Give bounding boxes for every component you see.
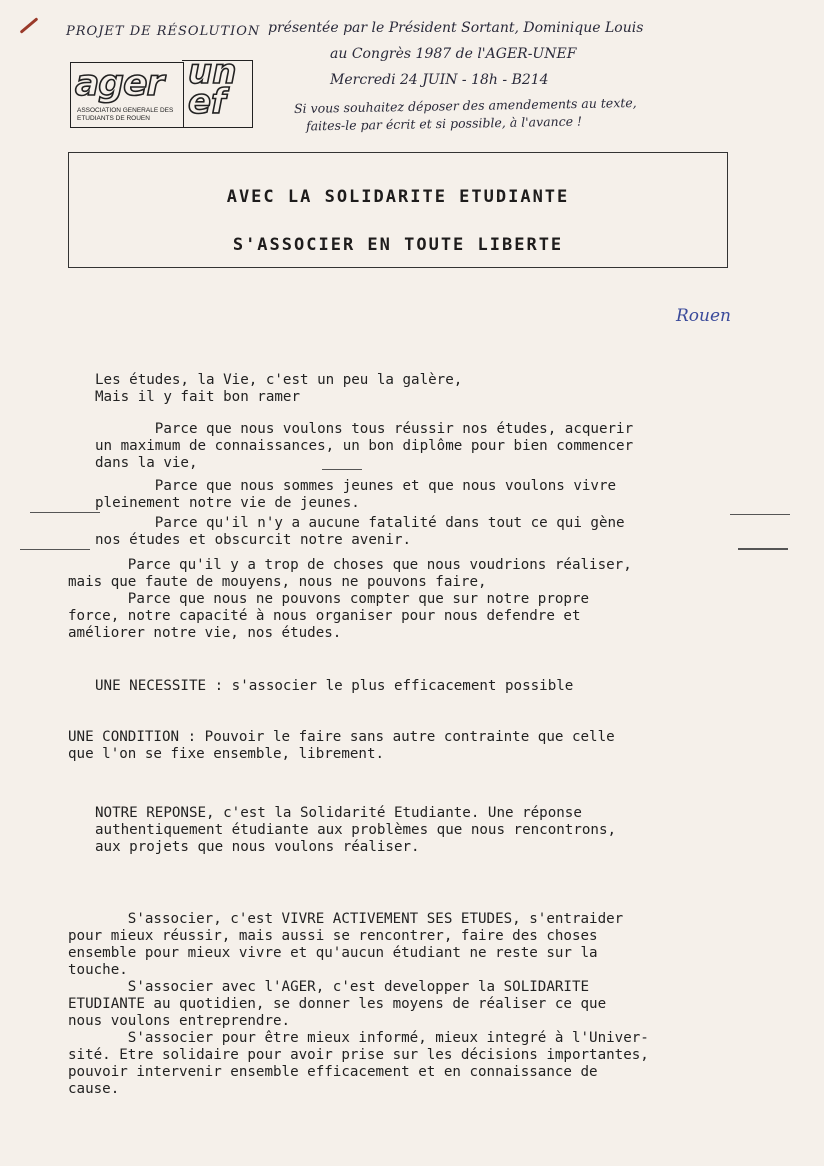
title-box: [68, 152, 728, 268]
necessity-statement: UNE NECESSITE : s'associer le plus efficacement possible: [95, 678, 574, 694]
handwritten-date: Mercredi 24 JUIN - 18h - B214: [330, 72, 549, 88]
paragraph-2: Parce que nous sommes jeunes et que nous voulons vivre pleinement notre vie de jeunes.: [95, 478, 617, 511]
ager-logo-box: [70, 62, 184, 128]
red-pen-mark: [20, 17, 39, 33]
pen-stroke: [738, 548, 788, 550]
paragraph-4: Parce qu'il y a trop de choses que nous voudrions réaliser, mais que faute de mouyens, nous ne pouvons faire, Parce que nous ne pouvons compter que sur notre propre force, notre capacité à nous organiser pour nous defendre et améliorer notre vie, nos études.: [68, 557, 632, 641]
pen-stroke: [20, 549, 90, 550]
title-line-2: S'ASSOCIER EN TOUTE LIBERTE: [232, 235, 564, 255]
ager-logo-subtitle: ASSOCIATION GENERALE DES ETUDIANTS DE ROUEN: [77, 107, 174, 122]
handwritten-amend-note: Si vous souhaitez déposer des amendements au texte,: [293, 95, 637, 116]
handwritten-margin-note: Rouen: [676, 306, 731, 326]
unef-logo-text: unef: [188, 52, 237, 122]
associate-paragraph: S'associer, c'est VIVRE ACTIVEMENT SES ETUDES, s'entraider pour mieux réussir, mais aussi se rencontrer, faire des choses ensemble pour mieux vivre et qu'aucun étudiant ne reste sur la touche. S'associer avec l'AGER, c'est developper la SOLIDARITE ETUDIANTE au quotidien, se donner les moyens de réaliser ce que nous voulons entreprendre. S'associer pour être mieux informé, mieux integré à l'Univer- sité. Etre solidaire pour avoir prise sur les décisions importantes, pouvoir intervenir ensemble efficacement et en connaissance de cause.: [68, 911, 649, 1097]
ager-logo-text: ager: [75, 63, 164, 104]
condition-statement: UNE CONDITION : Pouvoir le faire sans autre contrainte que celle que l'on se fixe ensemble, librement.: [68, 729, 615, 762]
response-paragraph: NOTRE REPONSE, c'est la Solidarité Etudiante. Une réponse authentiquement étudiante aux problèmes que nous rencontrons, aux projets que nous voulons réaliser.: [95, 805, 617, 855]
paragraph-3: Parce qu'il n'y a aucune fatalité dans tout ce qui gène nos études et obscurcit notre avenir.: [95, 515, 625, 548]
pen-stroke: [730, 514, 790, 515]
handwritten-project-label: PROJET DE RÉSOLUTION: [66, 24, 261, 39]
title-line-1: AVEC LA SOLIDARITE ETUDIANTE: [226, 187, 570, 207]
unef-logo-box: [182, 52, 253, 128]
intro-paragraph: Les études, la Vie, c'est un peu la galère, Mais il y fait bon ramer: [95, 372, 463, 405]
handwritten-amend-note-2: faites-le par écrit et si possible, à l'avance !: [305, 113, 583, 134]
ager-unef-logo: [70, 52, 254, 130]
handwritten-congress: au Congrès 1987 de l'AGER-UNEF: [330, 46, 577, 62]
pen-stroke: [322, 469, 362, 470]
paragraph-1: Parce que nous voulons tous réussir nos études, acquerir un maximum de connaissances, un bon diplôme pour bien commencer dans la vie,: [95, 421, 634, 471]
pen-stroke: [30, 512, 100, 513]
handwritten-presenter: présentée par le Président Sortant, Dominique Louis: [268, 20, 644, 36]
